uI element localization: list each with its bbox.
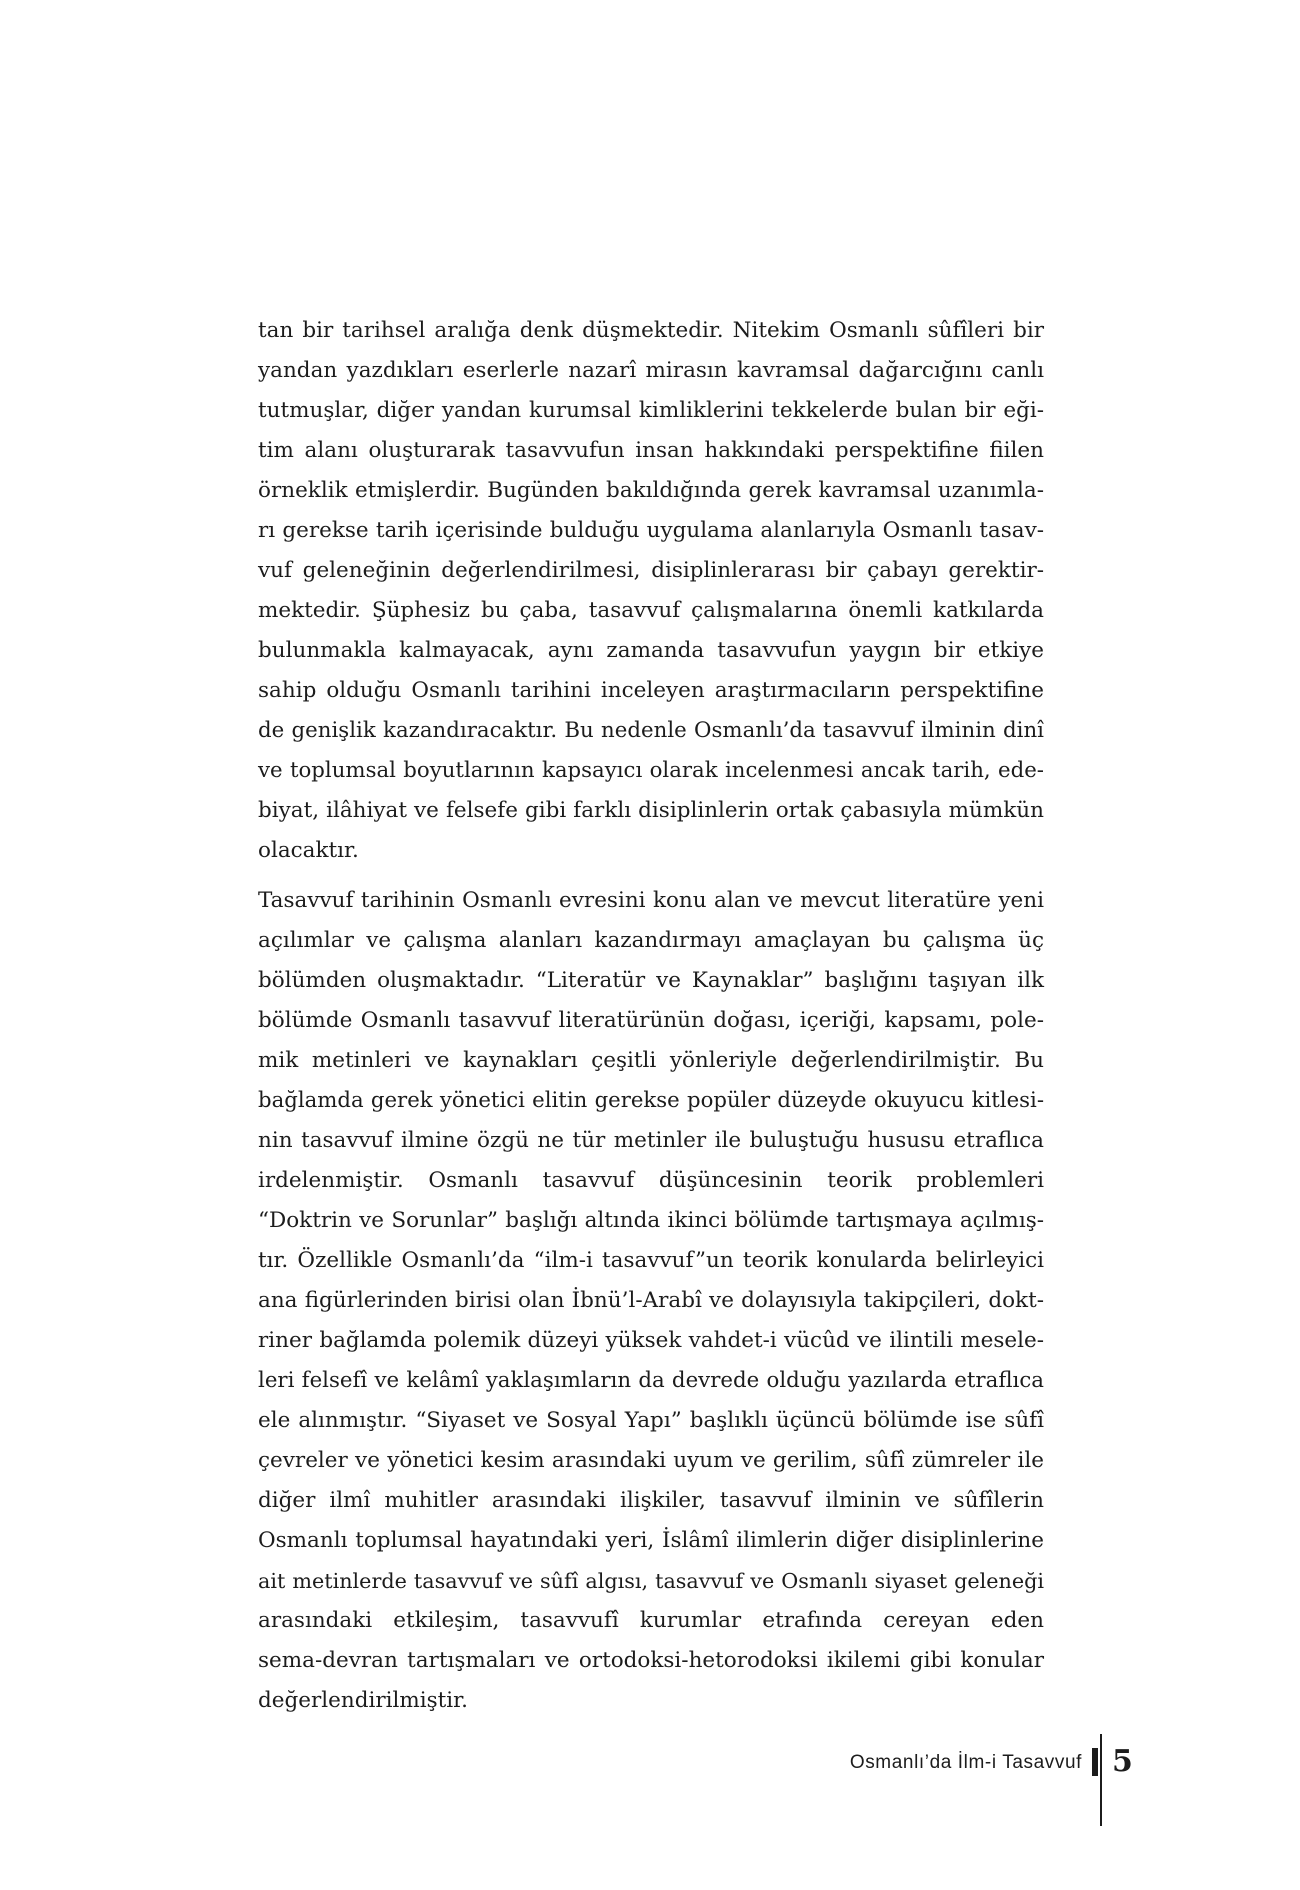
text-line: arasındaki etkileşim, tasavvufî kurumlar etrafında cereyan eden <box>258 1608 1044 1633</box>
text-line: irdelenmiştir. Osmanlı tasavvuf düşüncesinin teorik problemleri <box>258 1168 1044 1193</box>
page-number: 5 <box>1112 1744 1133 1779</box>
text-line: tutmuşlar, diğer yandan kurumsal kimliklerini tekkelerde bulan bir eği- <box>258 398 1044 423</box>
page-footer <box>0 1742 1300 1832</box>
paragraph-1 <box>258 311 1044 871</box>
text-line: ele alınmıştır. “Siyaset ve Sosyal Yapı” başlıklı üçüncü bölümde ise sûfî <box>258 1408 1044 1433</box>
text-line: yandan yazdıkları eserlerle nazarî mirasın kavramsal dağarcığını canlı <box>258 358 1044 383</box>
text-line: ve toplumsal boyutlarının kapsayıcı olarak incelenmesi ancak tarih, ede- <box>258 758 1044 783</box>
text-line: çevreler ve yönetici kesim arasındaki uyum ve gerilim, sûfî zümreler ile <box>258 1448 1044 1473</box>
text-line: vuf geleneğinin değerlendirilmesi, disiplinlerarası bir çabayı gerektir- <box>258 558 1044 583</box>
body-text <box>258 311 1044 1721</box>
text-line: bölümde Osmanlı tasavvuf literatürünün doğası, içeriği, kapsamı, pole- <box>258 1008 1044 1033</box>
paragraph-2 <box>258 881 1044 1721</box>
text-line: diğer ilmî muhitler arasındaki ilişkiler, tasavvuf ilminin ve sûfîlerin <box>258 1488 1044 1513</box>
text-line: de genişlik kazandıracaktır. Bu nedenle Osmanlı’da tasavvuf ilminin dinî <box>258 718 1044 743</box>
footer-marker-bar <box>1092 1748 1098 1776</box>
text-line: nin tasavvuf ilmine özgü ne tür metinler ile buluştuğu hususu etraflıca <box>258 1128 1044 1153</box>
text-line: “Doktrin ve Sorunlar” başlığı altında ikinci bölümde tartışmaya açılmış- <box>258 1208 1044 1233</box>
text-line: tan bir tarihsel aralığa denk düşmektedir. Nitekim Osmanlı sûfîleri bir <box>258 318 1044 343</box>
text-line: ait metinlerde tasavvuf ve sûfî algısı, tasavvuf ve Osmanlı siyaset geleneği <box>258 1569 1044 1593</box>
text-line: bağlamda gerek yönetici elitin gerekse popüler düzeyde okuyucu kitlesi- <box>258 1088 1044 1113</box>
text-line: sahip olduğu Osmanlı tarihini inceleyen araştırmacıların perspektifine <box>258 678 1044 703</box>
text-line: bölümden oluşmaktadır. “Literatür ve Kaynaklar” başlığını taşıyan ilk <box>258 968 1044 993</box>
text-line: örneklik etmişlerdir. Bugünden bakıldığında gerek kavramsal uzanımla- <box>258 478 1044 503</box>
text-line: biyat, ilâhiyat ve felsefe gibi farklı disiplinlerin ortak çabasıyla mümkün <box>258 798 1044 823</box>
text-line: rı gerekse tarih içerisinde bulduğu uygulama alanlarıyla Osmanlı tasav- <box>258 518 1044 543</box>
footer-divider-line <box>1100 1734 1102 1826</box>
text-line: tır. Özellikle Osmanlı’da “ilm-i tasavvuf”un teorik konularda belirleyici <box>258 1248 1044 1273</box>
text-line: riner bağlamda polemik düzeyi yüksek vahdet-i vücûd ve ilintili mesele- <box>258 1328 1044 1353</box>
text-line: açılımlar ve çalışma alanları kazandırmayı amaçlayan bu çalışma üç <box>258 928 1044 953</box>
text-line: değerlendirilmiştir. <box>258 1688 468 1713</box>
text-line: Osmanlı toplumsal hayatındaki yeri, İslâmî ilimlerin diğer disiplinlerine <box>258 1528 1044 1553</box>
text-line: bulunmakla kalmayacak, aynı zamanda tasavvufun yaygın bir etkiye <box>258 638 1044 663</box>
text-line: mektedir. Şüphesiz bu çaba, tasavvuf çalışmalarına önemli katkılarda <box>258 598 1044 623</box>
text-line: leri felsefî ve kelâmî yaklaşımların da devrede olduğu yazılarda etraflıca <box>258 1368 1044 1393</box>
text-line: tim alanı oluşturarak tasavvufun insan hakkındaki perspektifine fiilen <box>258 438 1044 463</box>
text-line: ana figürlerinden birisi olan İbnü’l-Arabî ve dolayısıyla takipçileri, dokt- <box>258 1288 1044 1313</box>
text-line: olacaktır. <box>258 838 359 863</box>
text-line: sema-devran tartışmaları ve ortodoksi-hetorodoksi ikilemi gibi konular <box>258 1648 1044 1673</box>
text-line: Tasavvuf tarihinin Osmanlı evresini konu alan ve mevcut literatüre yeni <box>258 888 1044 913</box>
running-title: Osmanlı’da İlm-i Tasavvuf <box>849 1752 1082 1773</box>
text-line: mik metinleri ve kaynakları çeşitli yönleriyle değerlendirilmiştir. Bu <box>258 1048 1044 1073</box>
